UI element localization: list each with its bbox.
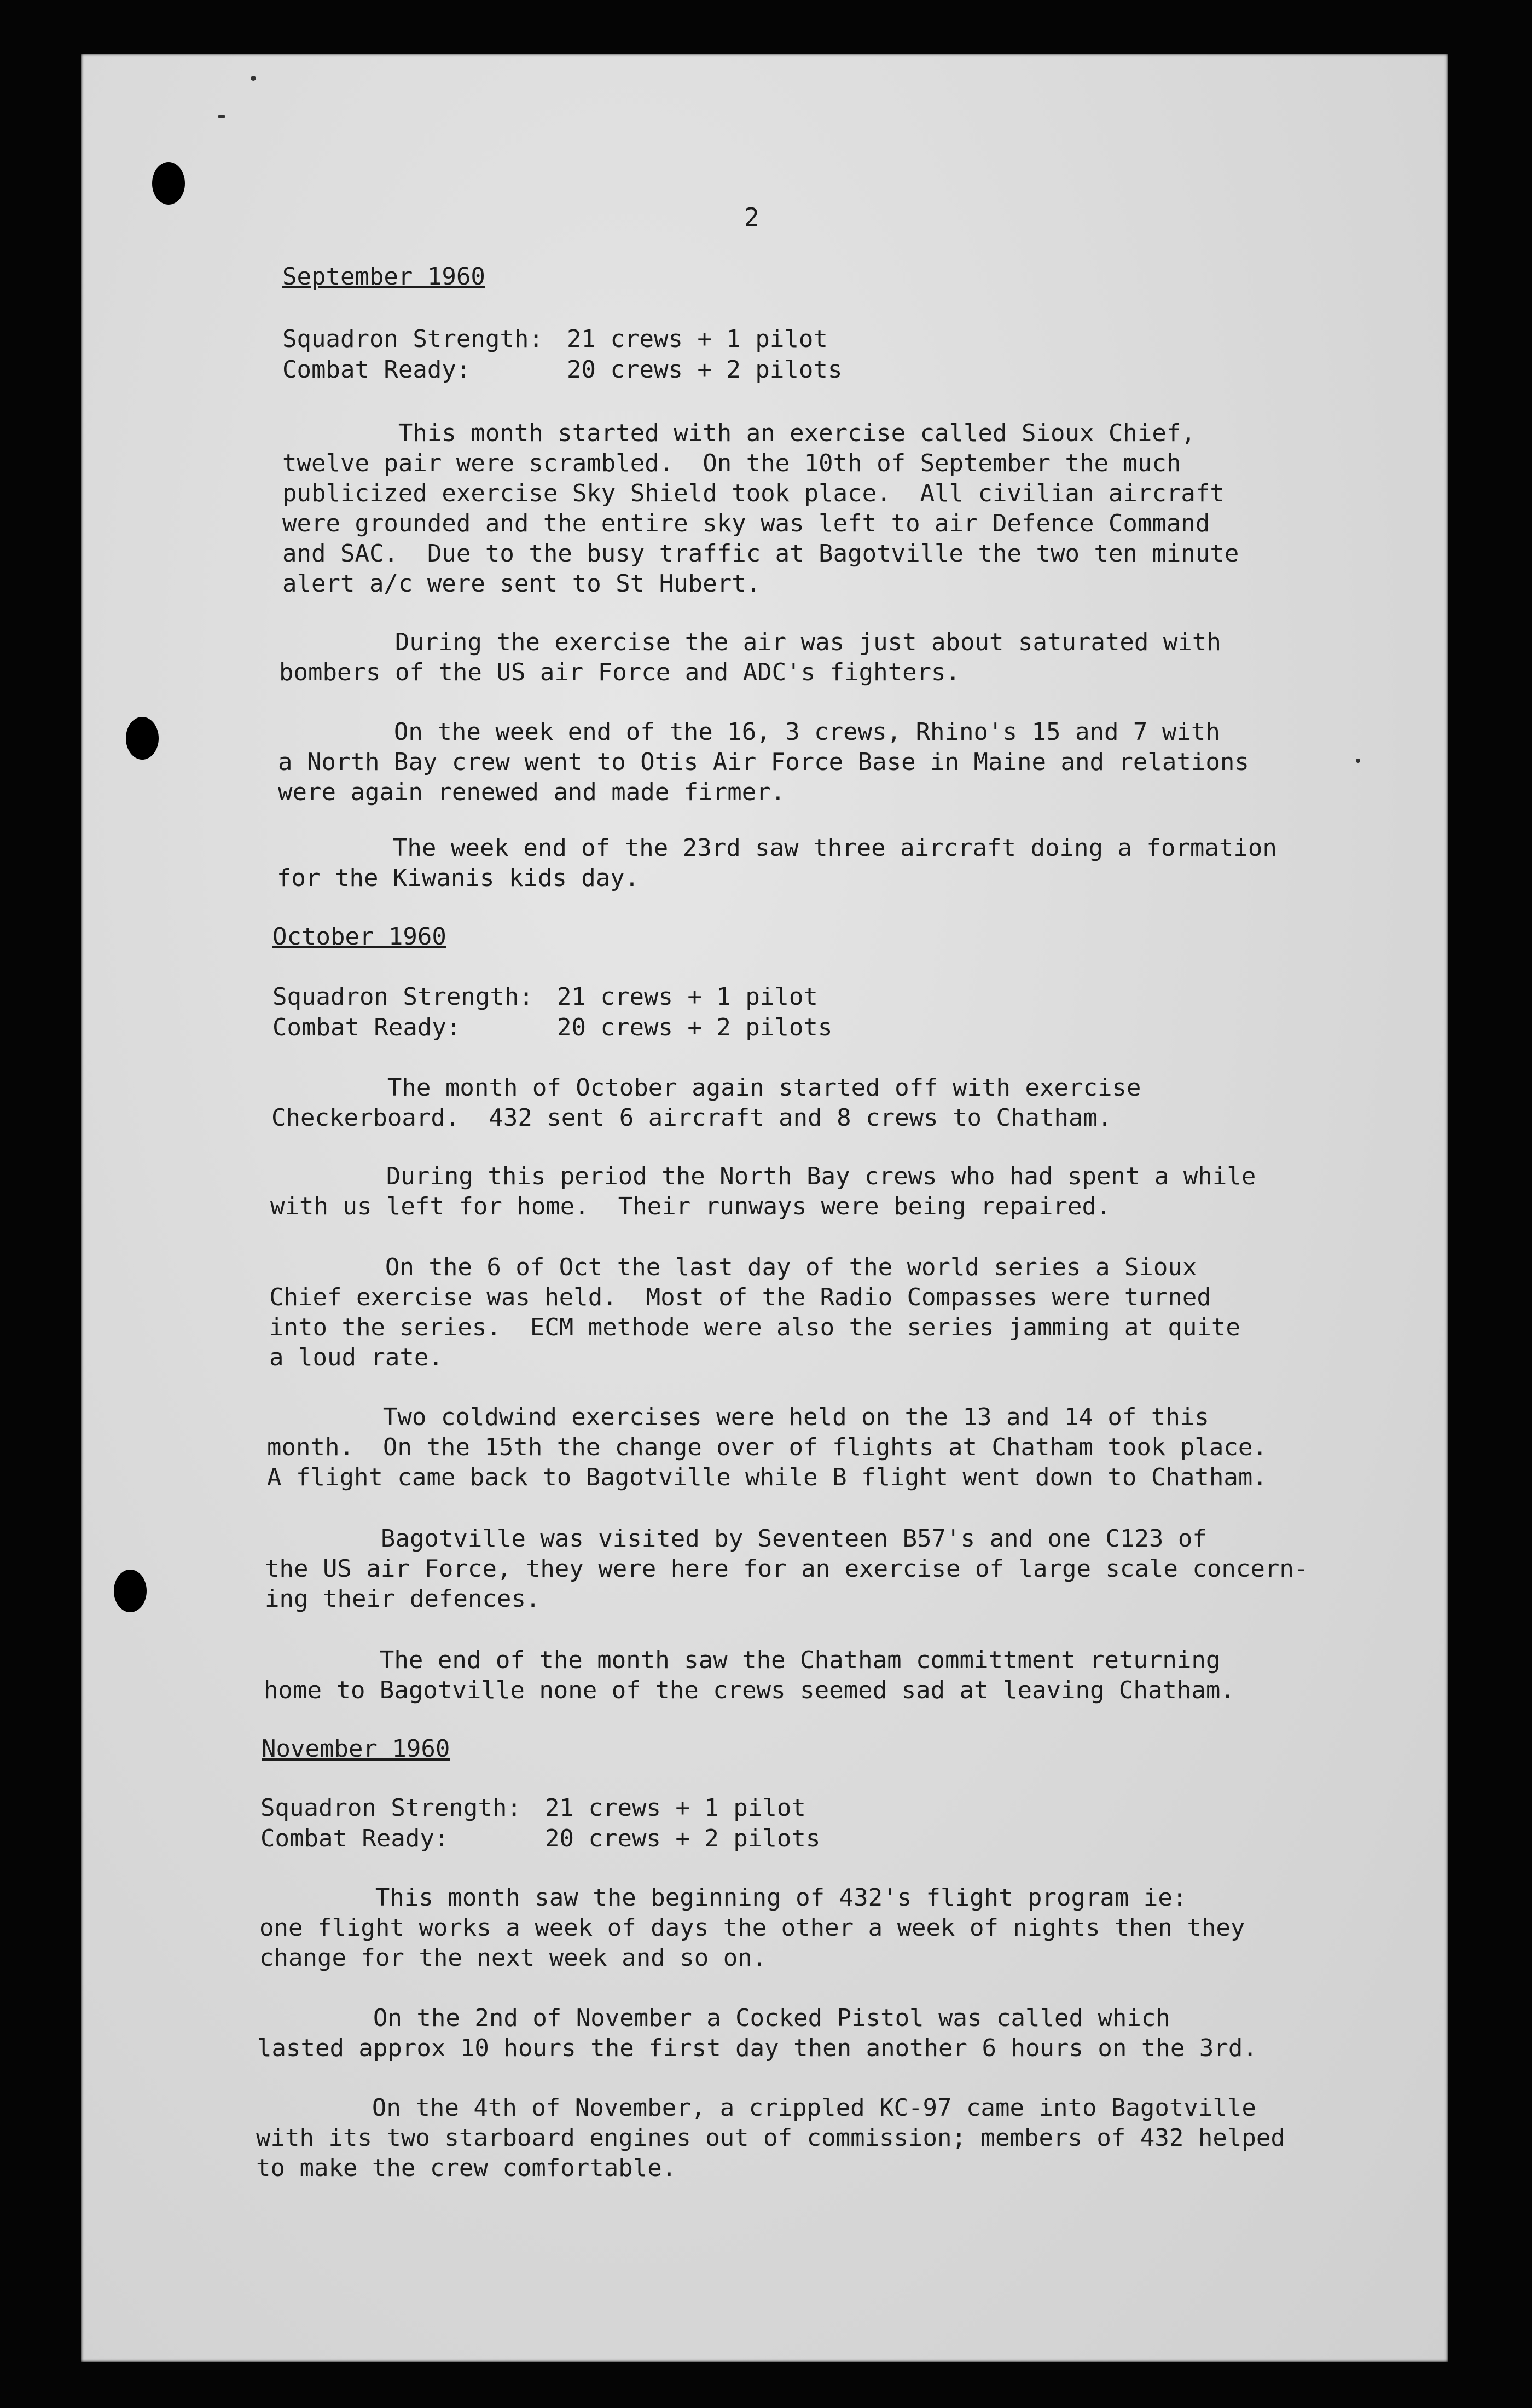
paragraph: Bagotville was visited by Seventeen B57's and one C123 of the US air Force, they were here for an exercise of large scale concern- ing their defences. xyxy=(265,1525,1309,1613)
document-page xyxy=(81,54,1448,2362)
paragraph: Two coldwind exercises were held on the 13 and 14 of this month. On the 15th the change over of flights at Chatham took place. A flight came back to Bagotville while B flight went down to Chatham. xyxy=(267,1403,1267,1491)
paragraph: The end of the month saw the Chatham committment returning home to Bagotville none of the crews seemed sad at leaving Chatham. xyxy=(264,1646,1235,1704)
paragraph: During the exercise the air was just about saturated with bombers of the US air Force and ADC's fighters. xyxy=(279,628,1221,686)
section-heading-september: September 1960 xyxy=(282,263,485,291)
paragraph: The month of October again started off with exercise Checkerboard. 432 sent 6 aircraft and 8 crews to Chatham. xyxy=(271,1074,1141,1132)
strength-block-november xyxy=(260,1793,820,1854)
page-number: 2 xyxy=(744,202,759,232)
paragraph: During this period the North Bay crews who had spent a while with us left for home. Their runways were being repaired. xyxy=(270,1162,1256,1220)
paragraph: This month saw the beginning of 432's flight program ie: one flight works a week of days the other a week of nights then they change for the next week and so on. xyxy=(259,1884,1245,1972)
strength-label: Squadron Strength: xyxy=(282,325,543,353)
strength-label: Squadron Strength: xyxy=(272,983,533,1011)
strength-block-october xyxy=(272,982,832,1043)
strength-block-september xyxy=(282,324,842,385)
paragraph: On the week end of the 16, 3 crews, Rhino's 15 and 7 with a North Bay crew went to Otis Air Force Base in Maine and relations were again renewed and made firmer. xyxy=(278,718,1249,806)
paragraph: On the 4th of November, a crippled KC-97 came into Bagotville with its two starboard engines out of commission; members of 432 helped to make the crew comfortable. xyxy=(256,2094,1285,2182)
strength-value: 20 crews + 2 pilots xyxy=(557,1014,833,1041)
strength-value: 21 crews + 1 pilot xyxy=(567,325,828,353)
typed-text xyxy=(81,54,1448,2362)
strength-label: Combat Ready: xyxy=(272,1014,461,1041)
strength-value: 21 crews + 1 pilot xyxy=(545,1794,806,1822)
section-heading-october: October 1960 xyxy=(272,923,446,951)
strength-label: Combat Ready: xyxy=(282,356,471,384)
strength-value: 20 crews + 2 pilots xyxy=(567,356,843,384)
strength-label: Combat Ready: xyxy=(260,1825,449,1853)
paragraph: On the 2nd of November a Cocked Pistol was called which lasted approx 10 hours the first day then another 6 hours on the 3rd. xyxy=(257,2004,1257,2062)
paragraph: On the 6 of Oct the last day of the world series a Sioux Chief exercise was held. Most of the Radio Compasses were turned into the series. ECM methode were also the series jamming at quite a loud rate. xyxy=(269,1253,1240,1371)
strength-value: 20 crews + 2 pilots xyxy=(545,1825,821,1853)
paragraph: This month started with an exercise called Sioux Chief, twelve pair were scrambled. On the 10th of September the much publicized exercise Sky Shield took place. All civilian aircraft were grounded and the entire sky was left to air Defence Command and SAC. Due to the busy traffic at Bagotville the two ten minute alert a/c were sent to St Hubert. xyxy=(282,419,1239,598)
paragraph: The week end of the 23rd saw three aircraft doing a formation for the Kiwanis kids day. xyxy=(277,834,1277,892)
strength-value: 21 crews + 1 pilot xyxy=(557,983,818,1011)
strength-label: Squadron Strength: xyxy=(260,1794,521,1822)
section-heading-november: November 1960 xyxy=(262,1735,450,1763)
